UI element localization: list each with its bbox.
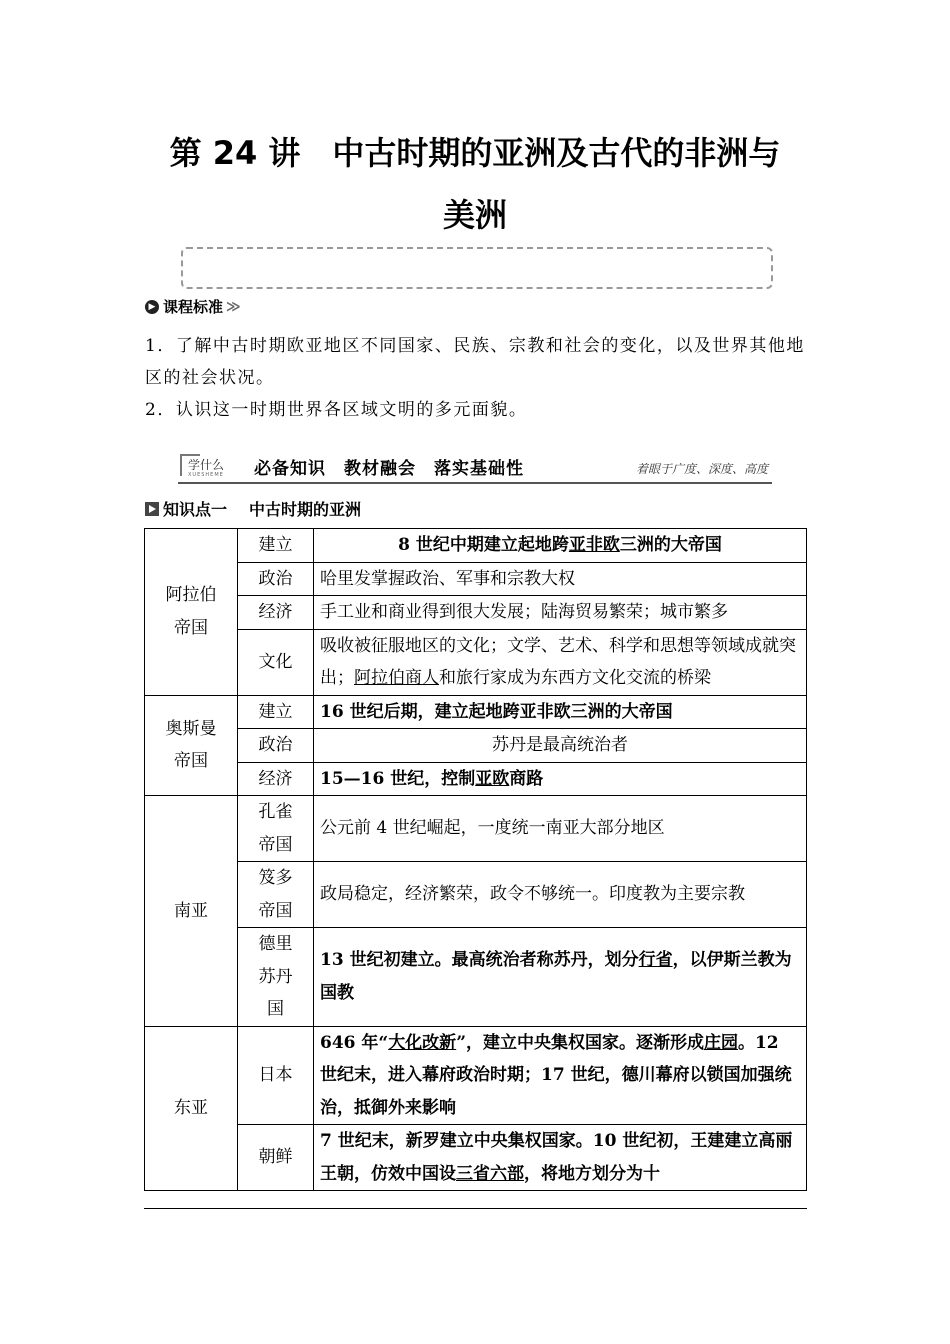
table-row (145, 862, 807, 928)
table-row (145, 796, 807, 862)
cell: 646 年“大化改新”，建立中央集权国家。逐渐形成庄园。12 世纪末，进入幕府政治时期；17 世纪，德川幕府以锁国加强统治，抵御外来影响 (314, 1026, 807, 1125)
cell: 公元前 4 世纪崛起，一度统一南亚大部分地区 (314, 796, 807, 862)
sub-header: 政治 (238, 562, 314, 596)
double-chevron-icon: ≫ (226, 298, 241, 315)
table-bottom-border (144, 1208, 807, 1209)
table-row (145, 629, 807, 695)
knowledge-table (144, 528, 807, 1191)
banner-main-text: 必备知识 教材融会 落实基础性 (254, 459, 524, 479)
cell: 7 世纪末，新罗建立中央集权国家。10 世纪初，王建建立高丽王朝，仿效中国设三省六部，将地方划分为十 (314, 1125, 807, 1191)
table-row (145, 562, 807, 596)
cell: 15—16 世纪，控制亚欧商路 (314, 762, 807, 796)
sub-header: 经济 (238, 762, 314, 796)
sub-header: 建立 (238, 695, 314, 729)
play-circle-icon: ▶ (145, 300, 159, 314)
sub-header: 日本 (238, 1026, 314, 1125)
standard-item-2: 2．认识这一时期世界各区域文明的多元面貌。 (145, 400, 528, 420)
sub-header: 经济 (238, 596, 314, 630)
sub-header: 朝鲜 (238, 1125, 314, 1191)
sub-header: 政治 (238, 729, 314, 763)
row-header-south-asia: 南亚 (145, 796, 238, 1027)
sub-header: 孔雀帝国 (238, 796, 314, 862)
table-row (145, 762, 807, 796)
sub-header: 德里苏丹国 (238, 928, 314, 1027)
standard-item-1: 1．了解中古时期欧亚地区不同国家、民族、宗教和社会的变化，以及世界其他地区的社会状况。 (145, 336, 805, 388)
row-header-arab: 阿拉伯帝国 (145, 529, 238, 696)
logo-text: 学什么 (188, 458, 225, 472)
sub-header: 建立 (238, 529, 314, 563)
cell: 8 世纪中期建立起地跨亚非欧三洲的大帝国 (314, 529, 807, 563)
knowledge-point-label: 知识点一 (163, 500, 228, 519)
banner-side-text: 着眼于广度、深度、高度 (635, 462, 768, 476)
cell: 13 世纪初建立。最高统治者称苏丹，划分行省，以伊斯兰教为国教 (314, 928, 807, 1027)
cell: 16 世纪后期，建立起地跨亚非欧三洲的大帝国 (314, 695, 807, 729)
page-title-line1: 第 24 讲 中古时期的亚洲及古代的非洲与 (169, 134, 781, 172)
cell: 政局稳定，经济繁荣，政令不够统一。印度教为主要宗教 (314, 862, 807, 928)
page-title-line2: 美洲 (442, 196, 507, 234)
table-row (145, 1125, 807, 1191)
table-row (145, 729, 807, 763)
sub-header: 笈多帝国 (238, 862, 314, 928)
course-standard-label: 课程标准 (163, 298, 224, 316)
table-row (145, 695, 807, 729)
row-header-east-asia: 东亚 (145, 1026, 238, 1191)
cell: 哈里发掌握政治、军事和宗教大权 (314, 562, 807, 596)
cell: 苏丹是最高统治者 (314, 729, 807, 763)
table-row (145, 529, 807, 563)
knowledge-point-title: 中古时期的亚洲 (249, 500, 362, 519)
table-row (145, 596, 807, 630)
table-row (145, 1026, 807, 1125)
cell: 手工业和商业得到很大发展；陆海贸易繁荣；城市繁多 (314, 596, 807, 630)
table-row (145, 928, 807, 1027)
logo-subtext: XUESHEME (188, 472, 224, 478)
sub-header: 文化 (238, 629, 314, 695)
row-header-ottoman: 奥斯曼帝国 (145, 695, 238, 796)
cell: 吸收被征服地区的文化；文学、艺术、科学和思想等领域成就突出；阿拉伯商人和旅行家成为东西方文化交流的桥梁 (314, 629, 807, 695)
